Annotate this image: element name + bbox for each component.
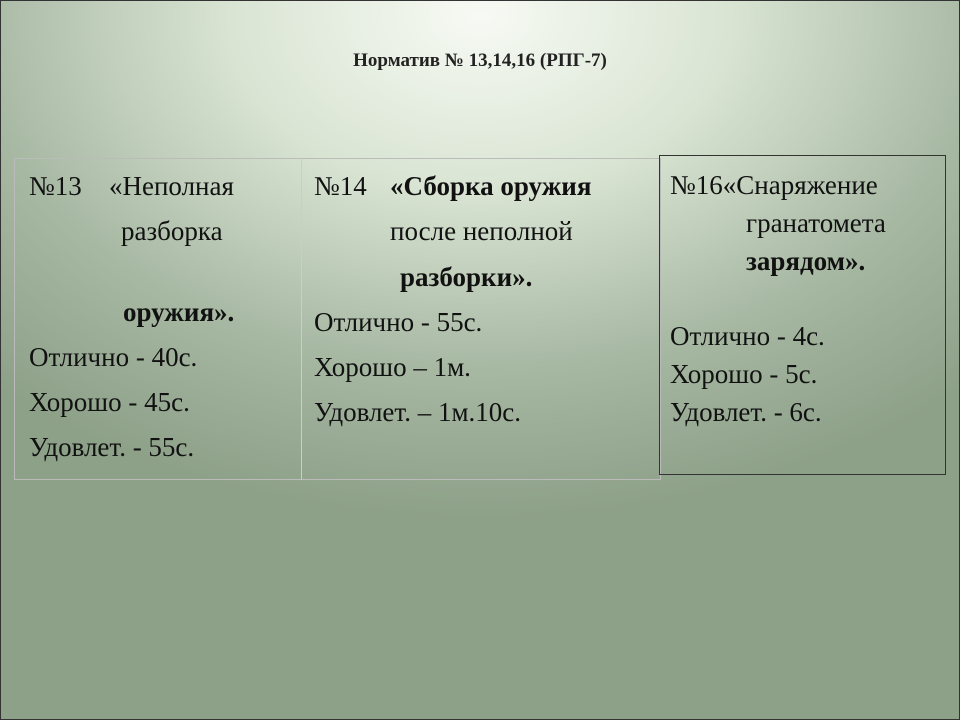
norm-14-heading-line2: после неполной	[390, 216, 573, 246]
norm-13-satisfactory: Удовлет. - 55с.	[29, 432, 195, 462]
norm-16-heading-line2: гранатомета	[746, 208, 886, 238]
norm-13-heading-line3: оружия».	[123, 297, 235, 327]
norm-14-good: Хорошо – 1м.	[314, 352, 471, 382]
norm-13-good: Хорошо - 45с.	[29, 387, 190, 417]
norm-16-box	[659, 155, 946, 475]
norm-13-excellent: Отлично - 40с.	[29, 342, 198, 372]
norm-13-heading-line1: «Неполная	[109, 171, 234, 201]
norm-14-satisfactory: Удовлет. – 1м.10с.	[314, 397, 522, 427]
slide-title: Норматив № 13,14,16 (РПГ-7)	[353, 50, 607, 71]
norm-13-number: №13	[29, 171, 82, 201]
norm-13-box	[14, 158, 302, 480]
norm-14-number: №14	[314, 171, 367, 201]
norm-16-good: Хорошо - 5с.	[670, 359, 818, 389]
norm-14-heading-line3: разборки».	[400, 262, 533, 292]
norm-16-excellent: Отлично - 4с.	[670, 321, 825, 351]
norm-14-heading-line1: «Сборка оружия	[390, 171, 592, 201]
norm-16-heading-line1: №16«Снаряжение	[670, 170, 878, 200]
norm-14-excellent: Отлично - 55с.	[314, 307, 483, 337]
norm-14-box	[301, 158, 661, 480]
norm-16-satisfactory: Удовлет. - 6с.	[670, 397, 822, 427]
norm-16-heading-line3: зарядом».	[746, 246, 866, 276]
norm-13-heading-line2: разборка	[121, 216, 223, 246]
